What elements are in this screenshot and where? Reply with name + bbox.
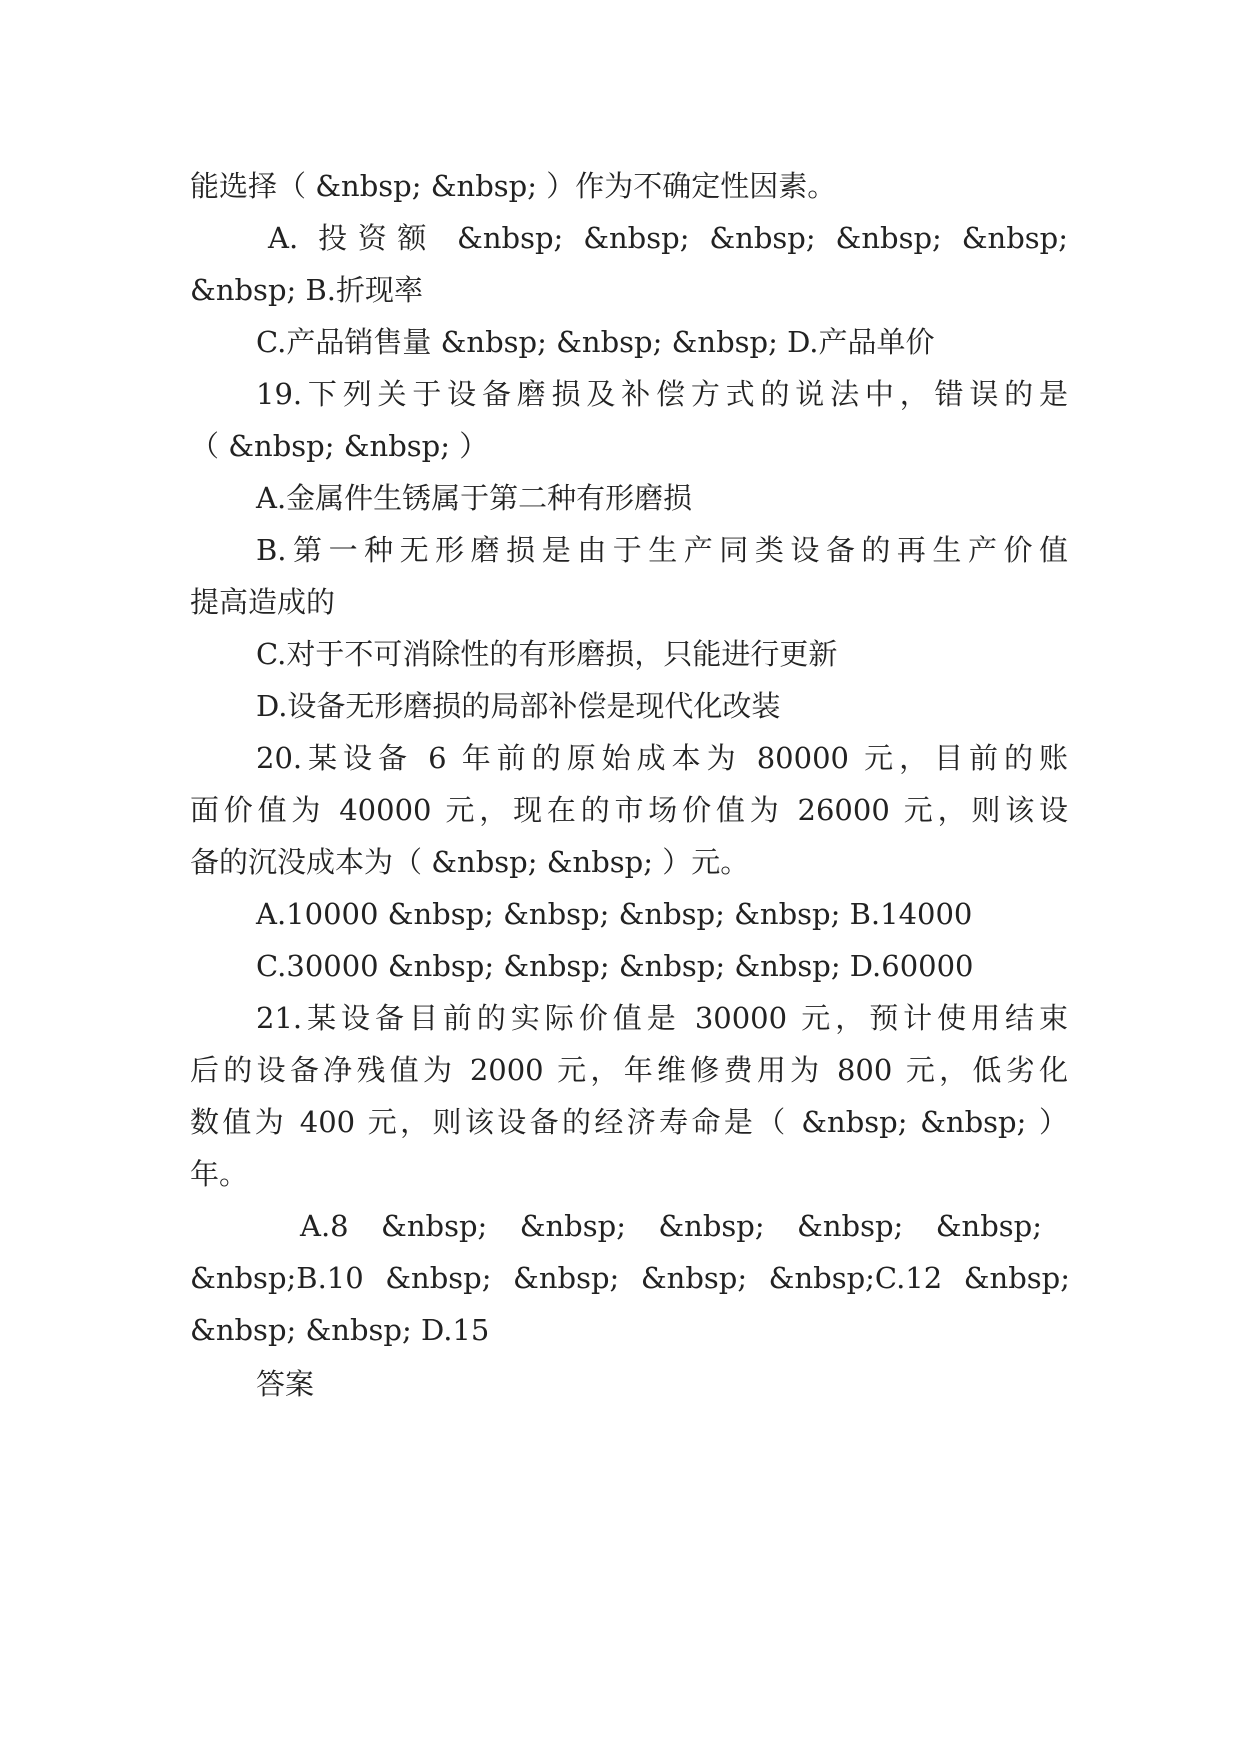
text-line: &nbsp; &nbsp; D.15 [190,1313,490,1347]
text-line: A.10000 &nbsp; &nbsp; &nbsp; &nbsp; B.14000 [256,897,973,931]
text-line: A. 投资额 &nbsp; &nbsp; &nbsp; &nbsp; &nbsp; [268,221,1068,255]
question-19: 19.下列关于设备磨损及补偿方式的说法中，错误的是 [256,377,1068,411]
text-line: &nbsp; B.折现率 [190,273,424,307]
text-line: 后的设备净残值为 2000 元，年维修费用为 800 元，低劣化 [190,1053,1068,1087]
text-line: 提高造成的 [190,585,336,619]
text-line: C.对于不可消除性的有形磨损，只能进行更新 [256,637,838,671]
question-21: 21.某设备目前的实际价值是 30000 元，预计使用结束 [256,1001,1068,1035]
text-line: &nbsp;B.10 &nbsp; &nbsp; &nbsp; &nbsp;C.12 &nbsp; [190,1261,1070,1295]
text-line: 能选择（ &nbsp; &nbsp; ）作为不确定性因素。 [190,169,837,203]
text-line: 备的沉没成本为（ &nbsp; &nbsp; ）元。 [190,845,750,879]
text-line: C.产品销售量 &nbsp; &nbsp; &nbsp; D.产品单价 [256,325,935,359]
text-line: D.设备无形磨损的局部补偿是现代化改装 [256,689,781,723]
text-line: 面价值为 40000 元，现在的市场价值为 26000 元，则该设 [190,793,1068,827]
text-line: B.第一种无形磨损是由于生产同类设备的再生产价值 [256,533,1068,567]
text-line: （ &nbsp; &nbsp; ） [190,429,489,463]
text-line: C.30000 &nbsp; &nbsp; &nbsp; &nbsp; D.60000 [256,949,974,983]
text-line: 数值为 400 元，则该设备的经济寿命是（ &nbsp; &nbsp; ） [190,1105,1068,1139]
answer-heading: 答案 [256,1367,315,1401]
text-line: 年。 [190,1157,249,1191]
text-line: A.金属件生锈属于第二种有形磨损 [256,481,693,515]
text-line: A.8 &nbsp; &nbsp; &nbsp; &nbsp; &nbsp; [300,1209,1042,1243]
question-20: 20.某设备 6 年前的原始成本为 80000 元，目前的账 [256,741,1068,775]
